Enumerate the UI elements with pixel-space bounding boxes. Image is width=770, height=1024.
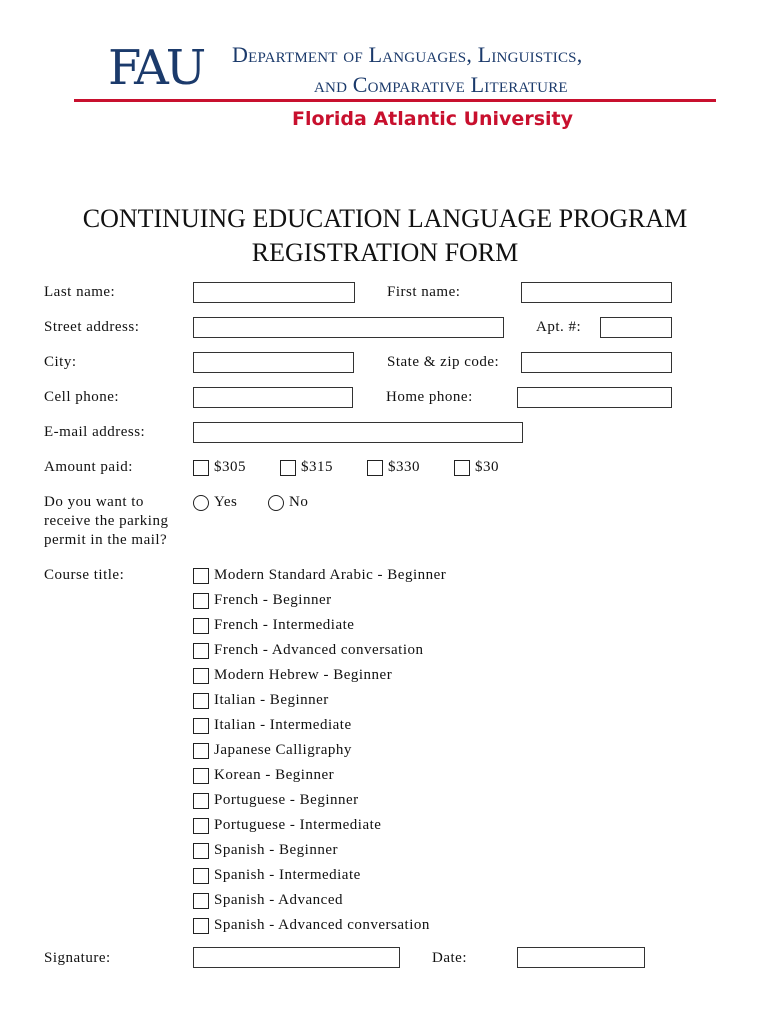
course-label: Modern Hebrew - Beginner [214, 667, 393, 683]
last-name-label: Last name: [44, 284, 116, 300]
signature-label: Signature: [44, 950, 111, 966]
course-checkbox[interactable] [193, 718, 209, 734]
amount-330-label: $330 [388, 459, 420, 475]
course-label: Portuguese - Intermediate [214, 817, 382, 833]
home-phone-field[interactable] [517, 387, 672, 408]
amount-30-checkbox[interactable] [454, 460, 470, 476]
course-label: Japanese Calligraphy [214, 742, 352, 758]
course-label: Portuguese - Beginner [214, 792, 359, 808]
course-title-label: Course title: [44, 567, 125, 583]
course-label: Spanish - Advanced conversation [214, 917, 430, 933]
street-address-label: Street address: [44, 319, 140, 335]
state-zip-field[interactable] [521, 352, 672, 373]
course-label: Italian - Intermediate [214, 717, 352, 733]
course-label: Korean - Beginner [214, 767, 335, 783]
course-label: French - Beginner [214, 592, 332, 608]
parking-yes-radio[interactable] [193, 495, 209, 511]
last-name-field[interactable] [193, 282, 355, 303]
state-zip-label: State & zip code: [387, 354, 500, 370]
amount-paid-label: Amount paid: [44, 459, 133, 475]
course-checkbox[interactable] [193, 768, 209, 784]
amount-305-checkbox[interactable] [193, 460, 209, 476]
amount-305-label: $305 [214, 459, 246, 475]
course-checkbox[interactable] [193, 893, 209, 909]
city-field[interactable] [193, 352, 354, 373]
first-name-label: First name: [387, 284, 461, 300]
amount-330-checkbox[interactable] [367, 460, 383, 476]
course-label: Spanish - Beginner [214, 842, 338, 858]
parking-no-label: No [289, 494, 309, 510]
first-name-field[interactable] [521, 282, 672, 303]
course-label: Spanish - Intermediate [214, 867, 361, 883]
course-checkbox[interactable] [193, 793, 209, 809]
parking-yes-label: Yes [214, 494, 238, 510]
course-checkbox[interactable] [193, 818, 209, 834]
department-line-1: Department of Languages, Linguistics, [232, 42, 583, 67]
course-label: Italian - Beginner [214, 692, 329, 708]
course-checkbox[interactable] [193, 843, 209, 859]
course-label: French - Intermediate [214, 617, 355, 633]
form-title-line-2: REGISTRATION FORM [251, 238, 519, 267]
fau-logo [108, 42, 218, 94]
email-label: E-mail address: [44, 424, 146, 440]
form-title-line-1: CONTINUING EDUCATION LANGUAGE PROGRAM [82, 204, 688, 233]
course-checkbox[interactable] [193, 868, 209, 884]
cell-phone-label: Cell phone: [44, 389, 120, 405]
date-field[interactable] [517, 947, 645, 968]
course-label: French - Advanced conversation [214, 642, 424, 658]
street-address-field[interactable] [193, 317, 504, 338]
course-checkbox[interactable] [193, 918, 209, 934]
amount-30-label: $30 [475, 459, 499, 475]
course-checkbox[interactable] [193, 743, 209, 759]
email-field[interactable] [193, 422, 523, 443]
course-label: Spanish - Advanced [214, 892, 343, 908]
parking-no-radio[interactable] [268, 495, 284, 511]
parking-question-line-1: Do you want to [44, 494, 144, 510]
city-label: City: [44, 354, 77, 370]
signature-field[interactable] [193, 947, 400, 968]
parking-question-line-2: receive the parking [44, 513, 169, 529]
cell-phone-field[interactable] [193, 387, 353, 408]
course-checkbox[interactable] [193, 643, 209, 659]
course-checkbox[interactable] [193, 568, 209, 584]
logo-text: FAU [108, 40, 204, 96]
department-line-2: and Comparative Literature [314, 72, 568, 97]
parking-question-line-3: permit in the mail? [44, 532, 168, 548]
amount-315-checkbox[interactable] [280, 460, 296, 476]
course-checkbox[interactable] [193, 593, 209, 609]
home-phone-label: Home phone: [386, 389, 473, 405]
date-label: Date: [432, 950, 467, 966]
header-divider [74, 99, 716, 102]
apt-label: Apt. #: [536, 319, 582, 335]
course-label: Modern Standard Arabic - Beginner [214, 567, 447, 583]
amount-315-label: $315 [301, 459, 333, 475]
university-name: Florida Atlantic University [292, 108, 573, 130]
course-checkbox[interactable] [193, 668, 209, 684]
course-checkbox[interactable] [193, 693, 209, 709]
apt-field[interactable] [600, 317, 672, 338]
course-checkbox[interactable] [193, 618, 209, 634]
